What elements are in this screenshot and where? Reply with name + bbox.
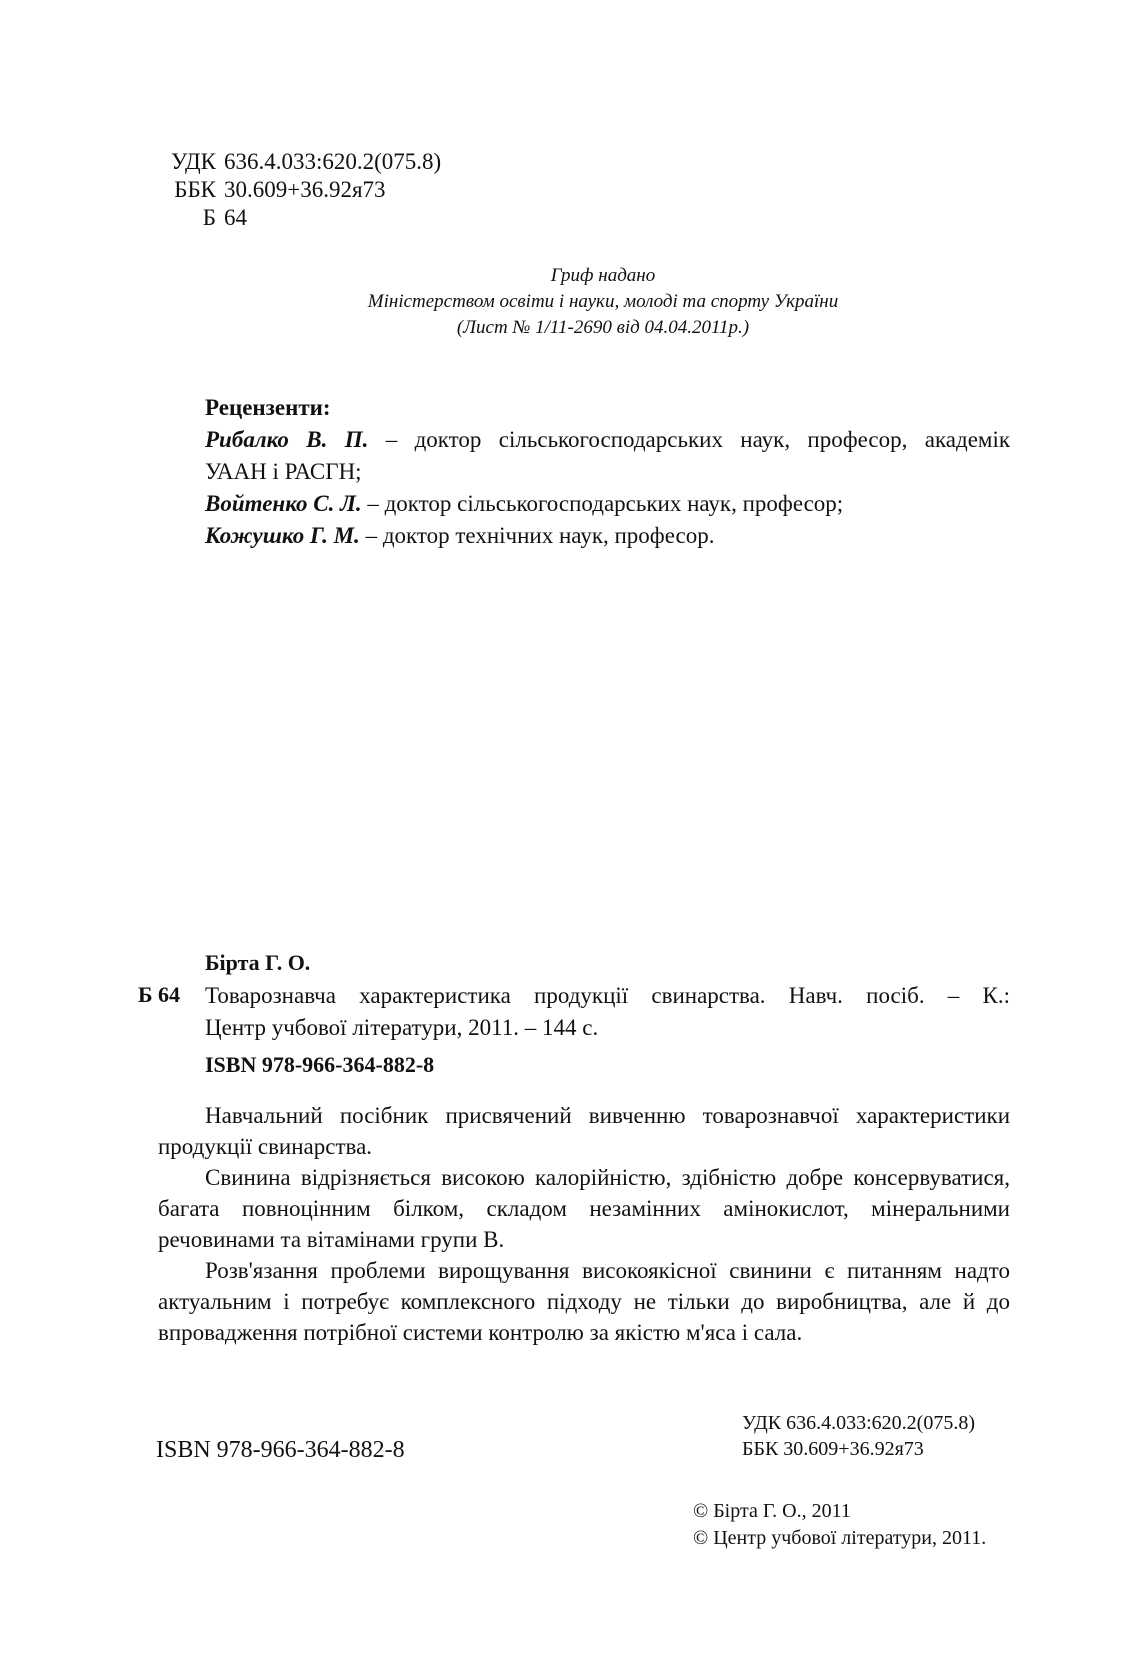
classification-block bbox=[156, 148, 441, 232]
bbk-row bbox=[156, 176, 441, 204]
annotation-block bbox=[158, 1100, 1010, 1348]
approval-stamp bbox=[300, 263, 906, 341]
reviewer-1-sep: – bbox=[368, 427, 398, 452]
reviewer-2-desc: – доктор сільськогосподарських наук, професор; bbox=[361, 491, 844, 516]
reviewer-1-name: Рибалко В. П. bbox=[205, 427, 369, 452]
reviewer-3 bbox=[205, 520, 1010, 552]
reviewer-1-desc-line2: УААН і РАСГН; bbox=[205, 459, 362, 484]
reviewer-3-desc: – доктор технічних наук, професор. bbox=[359, 523, 715, 548]
reviewer-2-name: Войтенко С. Л. bbox=[205, 491, 362, 516]
udk-value: 636.4.033:620.2(075.8) bbox=[224, 149, 442, 174]
copyright-author: © Бірта Г. О., 2011 bbox=[693, 1500, 851, 1522]
footer-udk: УДК 636.4.033:620.2(075.8) bbox=[742, 1412, 975, 1434]
copyright-publisher: © Центр учбової літератури, 2011. bbox=[693, 1527, 987, 1549]
udk-row bbox=[156, 148, 441, 176]
annotation-paragraph-3: Розв'язання проблеми вирощування високоякісної свинини є питанням надто актуальним і потребує комплексного підходу не тільки до виробництва, але й до впровадження потрібної системи контролю за якістю м'яса і сала. bbox=[158, 1258, 1010, 1345]
bbk-label: ББК bbox=[174, 177, 216, 202]
bbk-value: 30.609+36.92я73 bbox=[224, 177, 386, 202]
book-title-block bbox=[205, 980, 1010, 1044]
reviewers-heading: Рецензенти: bbox=[205, 395, 331, 420]
book-title-line-2: Центр учбової літератури, 2011. – 144 с. bbox=[205, 1015, 599, 1040]
footer-bbk: ББК 30.609+36.92я73 bbox=[742, 1438, 924, 1460]
isbn-bold: ISBN 978-966-364-882-8 bbox=[205, 1052, 435, 1077]
annotation-paragraph-1: Навчальний посібник присвячений вивченню товарознавчої характеристики продукції свинарства. bbox=[158, 1103, 1010, 1159]
book-author: Бірта Г. О. bbox=[205, 950, 311, 975]
reviewer-1-desc: доктор сільськогосподарських наук, професор, академік bbox=[414, 427, 1011, 452]
reviewers-block bbox=[205, 392, 1010, 552]
author-mark-value: 64 bbox=[224, 205, 247, 230]
grif-line-3: (Лист № 1/11-2690 від 04.04.2011р.) bbox=[456, 317, 750, 338]
author-mark-row bbox=[156, 204, 441, 232]
book-title-line-1: Товарознавча характеристика продукції свинарства. Навч. посіб. – К.: bbox=[205, 983, 1010, 1008]
reviewer-3-name: Кожушко Г. М. bbox=[205, 523, 360, 548]
footer-classification bbox=[742, 1410, 975, 1462]
udk-label: УДК bbox=[171, 149, 216, 174]
author-code: Б 64 bbox=[138, 982, 181, 1007]
copyright-block bbox=[693, 1498, 986, 1552]
grif-line-2: Міністерством освіти і науки, молоді та спорту України bbox=[367, 291, 839, 312]
reviewer-1 bbox=[205, 424, 1010, 456]
footer-isbn: ISBN 978-966-364-882-8 bbox=[156, 1437, 405, 1463]
reviewer-2 bbox=[205, 488, 1010, 520]
annotation-paragraph-2: Свинина відрізняється високою калорійністю, здібністю добре консервуватися, багата повноцінним білком, складом незамінних амінокислот, мінеральними речовинами та вітамінами групи В. bbox=[158, 1165, 1010, 1252]
author-mark-label: Б bbox=[202, 205, 216, 230]
grif-line-1: Гриф надано bbox=[550, 265, 656, 286]
